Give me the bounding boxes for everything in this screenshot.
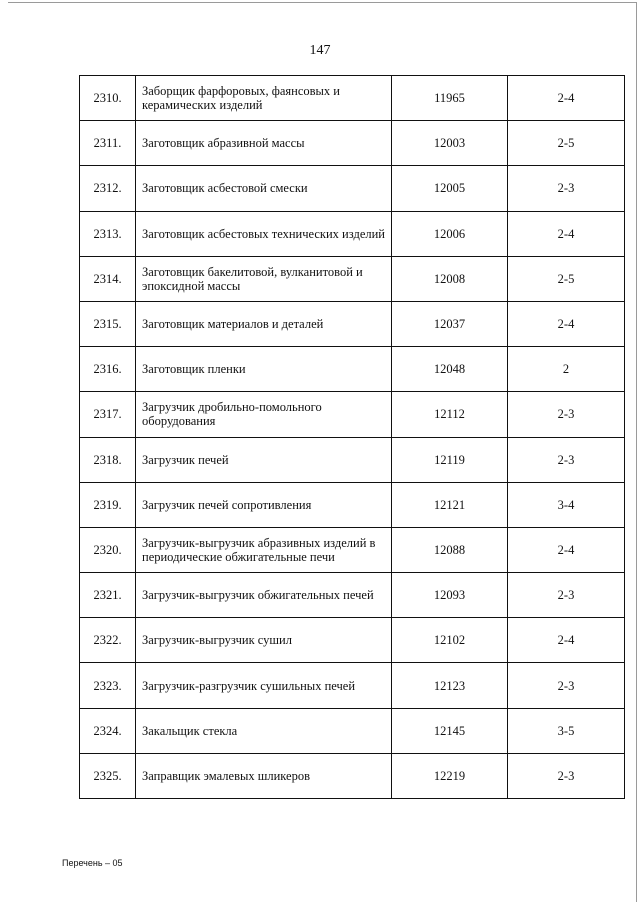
occupations-table [79,75,625,799]
grade-range: 2-4 [508,211,625,256]
occupation-name: Загрузчик-разгрузчик сушильных печей [136,663,392,708]
table-row [80,663,625,708]
occupation-name: Заправщик эмалевых шликеров [136,753,392,798]
occupation-name: Закальщик стекла [136,708,392,753]
occupation-code: 12003 [392,121,508,166]
row-number: 2315. [80,301,136,346]
table-row [80,527,625,572]
occupation-code: 12093 [392,573,508,618]
occupation-code: 12112 [392,392,508,437]
grade-range: 2-4 [508,76,625,121]
row-number: 2311. [80,121,136,166]
row-number: 2322. [80,618,136,663]
page-edge-top [8,2,636,3]
row-number: 2316. [80,347,136,392]
table-row [80,392,625,437]
occupation-name: Заборщик фарфоровых, фаянсовых и керамических изделий [136,76,392,121]
occupation-name: Заготовщик асбестовой смески [136,166,392,211]
grade-range: 3-5 [508,708,625,753]
row-number: 2312. [80,166,136,211]
grade-range: 2-3 [508,166,625,211]
grade-range: 2-5 [508,256,625,301]
grade-range: 2-3 [508,663,625,708]
occupation-name: Заготовщик материалов и деталей [136,301,392,346]
table-row [80,482,625,527]
page-number: 147 [309,43,331,58]
occupation-code: 12102 [392,618,508,663]
table-row [80,347,625,392]
grade-range: 2-3 [508,573,625,618]
occupation-code: 12121 [392,482,508,527]
occupation-code: 12048 [392,347,508,392]
occupation-code: 12037 [392,301,508,346]
table-row [80,573,625,618]
table-row [80,121,625,166]
occupation-code: 12005 [392,166,508,211]
grade-range: 2-4 [508,618,625,663]
row-number: 2318. [80,437,136,482]
row-number: 2321. [80,573,136,618]
grade-range: 2-4 [508,527,625,572]
occupation-name: Заготовщик асбестовых технических изделий [136,211,392,256]
table-row [80,753,625,798]
table-row [80,301,625,346]
occupation-name: Загрузчик-выгрузчик абразивных изделий в периодические обжигательные печи [136,527,392,572]
document-footer-label: Перечень – 05 [62,858,123,868]
occupation-name: Загрузчик печей [136,437,392,482]
table-row [80,437,625,482]
occupation-code: 11965 [392,76,508,121]
row-number: 2320. [80,527,136,572]
occupation-code: 12119 [392,437,508,482]
occupations-table-body [80,76,625,799]
table-row [80,256,625,301]
row-number: 2310. [80,76,136,121]
table-row [80,618,625,663]
occupation-code: 12123 [392,663,508,708]
grade-range: 2-3 [508,437,625,482]
occupation-name: Загрузчик-выгрузчик обжигательных печей [136,573,392,618]
occupation-code: 12006 [392,211,508,256]
row-number: 2325. [80,753,136,798]
occupation-code: 12008 [392,256,508,301]
page-edge-right [636,2,637,902]
grade-range: 2-3 [508,392,625,437]
row-number: 2323. [80,663,136,708]
occupation-name: Загрузчик печей сопротивления [136,482,392,527]
occupation-name: Заготовщик бакелитовой, вулканитовой и эпоксидной массы [136,256,392,301]
occupation-name: Заготовщик пленки [136,347,392,392]
occupation-code: 12145 [392,708,508,753]
grade-range: 2-5 [508,121,625,166]
row-number: 2324. [80,708,136,753]
row-number: 2313. [80,211,136,256]
table-row [80,708,625,753]
row-number: 2319. [80,482,136,527]
grade-range: 3-4 [508,482,625,527]
row-number: 2317. [80,392,136,437]
table-row [80,211,625,256]
occupation-name: Заготовщик абразивной массы [136,121,392,166]
occupation-name: Загрузчик дробильно-помольного оборудования [136,392,392,437]
grade-range: 2-4 [508,301,625,346]
grade-range: 2 [508,347,625,392]
occupation-code: 12219 [392,753,508,798]
table-row [80,76,625,121]
occupation-code: 12088 [392,527,508,572]
table-row [80,166,625,211]
row-number: 2314. [80,256,136,301]
occupation-name: Загрузчик-выгрузчик сушил [136,618,392,663]
grade-range: 2-3 [508,753,625,798]
